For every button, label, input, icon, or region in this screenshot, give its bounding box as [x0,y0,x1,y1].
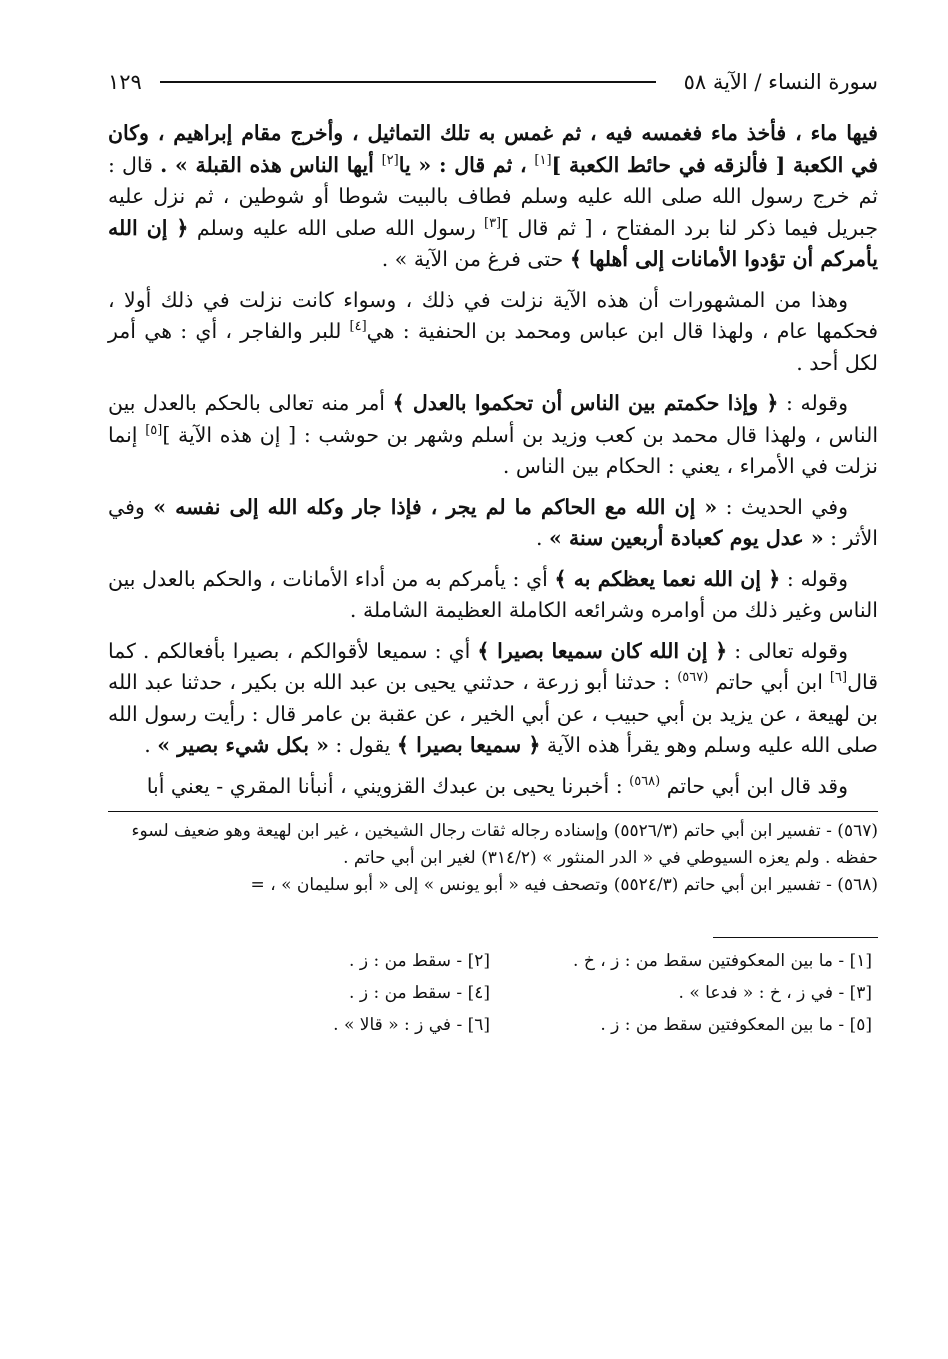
paragraph-6: وقوله تعالى : ﴿ إن الله كان سميعا بصيرا ﴾ أي : سميعا لأقوالكم ، بصيرا بأفعالكم . كما قال[٦] ابن أبي حاتم $^{(٥٦٧)}$ : حدثنا أبو زرعة ، حدثني يحيى بن عبد الله بن بكير ، حدثنا عبد الله بن لهيعة ، عن يزيد بن أبي حبيب ، عن أبي الخير ، عن عقبة بن عامر قال : رأيت رسول الله صلى الله عليه وسلم وهو يقرأ هذه الآية ﴿ سميعا بصيرا ﴾ يقول : « بكل شيء بصير » . [108,638,879,757]
note-ref: [٥] [145,422,163,438]
quran-verse: ﴿ إن الله نعما يعظكم به ﴾ [554,566,781,591]
variant-note: [٢] - سقط من : ز . [349,951,490,971]
footnote-ref: (٥٦٧) [677,670,709,686]
variant-note: [٣] - في ز ، خ : « فدعا » . [678,983,872,1003]
athar-quote: « عدل يوم كعبادة أربعين سنة » [549,526,824,550]
footnote: (٥٦٨) - تفسير ابن أبي حاتم (٥٥٢٤/٣) وتصحف فيه « أبو يونس » إلى « أبو سليمان » ، = [250,875,878,895]
paragraph-4: وفي الحديث : « إن الله مع الحاكم ما لم يجر ، فإذا جار وكله الله إلى نفسه » وفي الأثر : « عدل يوم كعبادة أربعين سنة » . [108,494,878,550]
quran-verse: ﴿ إن الله يأمركم أن تؤدوا الأمانات إلى أهلها ﴾ [108,215,878,271]
running-header [108,62,878,102]
footnote: (٥٦٧) - تفسير ابن أبي حاتم (٥٥٢٦/٣) وإسناده رجاله ثقات رجال الشيخين ، غير ابن لهيعة وهو ضعيف لسوء حفظه . ولم يعزه السيوطي في « الدر المنثور » (٣١٤/٢) لغير ابن أبي حاتم . [131,821,878,868]
main-text [108,118,878,802]
variant-note: [٥] - ما بين المعكوفتين سقط من : ز . [600,1015,872,1035]
footnotes [108,818,878,899]
hadith-quote: « إن الله مع الحاكم ما لم يجر ، فإذا جار وكله الله إلى نفسه » [153,494,718,519]
paragraph-2: وهذا من المشهورات أن هذه الآية نزلت في ذلك ، وسواء كانت نزلت في ذلك أولا ، فحكمها عام ، ولهذا قال ابن عباس ومحمد بن الحنفية : هي[٤] للبر والفاجر ، أي : هي أمر لكل أحد . [108,287,878,375]
variant-note: [١] - ما بين المعكوفتين سقط من : ز ، خ . [573,951,872,971]
note-ref: [٦] [829,670,848,686]
surah-title: سورة النساء / الآية ٥٨ [683,70,878,94]
note-ref: [٣] [483,215,502,231]
footnote-rule [108,811,878,812]
note-ref: [٢] [381,152,399,168]
variant-note: [٤] - سقط من : ز . [349,983,490,1003]
quran-verse: ﴿ إن الله كان سميعا بصيرا ﴾ [477,638,728,663]
variant-note: [٦] - في ز : « قالا » . [333,1015,490,1035]
footnote-ref: (٥٦٨) [629,773,661,789]
paragraph-7: وقد قال ابن أبي حاتم $^{(٥٦٨)}$ : أخبرنا يحيى بن عبدك القزويني ، أنبأنا المقري - يعني أبا [146,773,848,798]
paragraph-3: وقوله : ﴿ وإذا حكمتم بين الناس أن تحكموا بالعدل ﴾ أمر منه تعالى بالحكم بالعدل بين الناس ، ولهذا قال محمد بن كعب وزيد بن أسلم وشهر بن حوشب : [ إن هذه الآية ][٥] إنما نزلت في الأمراء ، يعني : الحكام بين الناس . [108,391,879,478]
page-number: ١٢٩ [108,70,142,94]
quran-verse: ﴿ وإذا حكمتم بين الناس أن تحكموا بالعدل ﴾ [392,391,779,415]
paragraph-1: فيها ماء ، فأخذ ماء فغمسه فيه ، ثم غمس به تلك التماثيل ، وأخرج مقام إبراهيم ، وكان في الكعبة [ فألزقه في حائط الكعبة ][١] ، ثم قال : « يا[٢] أيها الناس هذه القبلة » . قال : ثم خرج رسول الله صلى الله عليه وسلم فطاف بالبيت شوطا أو شوطين ، ثم نزل عليه جبريل فيما ذكر لنا برد المفتاح ، [ ثم قال ][٣] رسول الله صلى الله عليه وسلم ﴿ إن الله يأمركم أن تؤدوا الأمانات إلى أهلها ﴾ حتى فرغ من الآية » . [108,121,878,271]
hadith-quote: « بكل شيء بصير » [157,733,329,757]
header-rule [160,81,656,83]
note-ref: [١] [534,152,552,168]
quran-verse: ﴿ سميعا بصيرا ﴾ [396,733,541,757]
note-ref: [٤] [349,319,367,335]
notes-rule [713,937,878,938]
variant-notes [108,948,878,1038]
paragraph-5: وقوله : ﴿ إن الله نعما يعظكم به ﴾ أي : يأمركم به من أداء الأمانات ، والحكم بالعدل بين الناس وغير ذلك من أوامره وشرائعه الكاملة العظيمة الشاملة . [108,566,878,622]
